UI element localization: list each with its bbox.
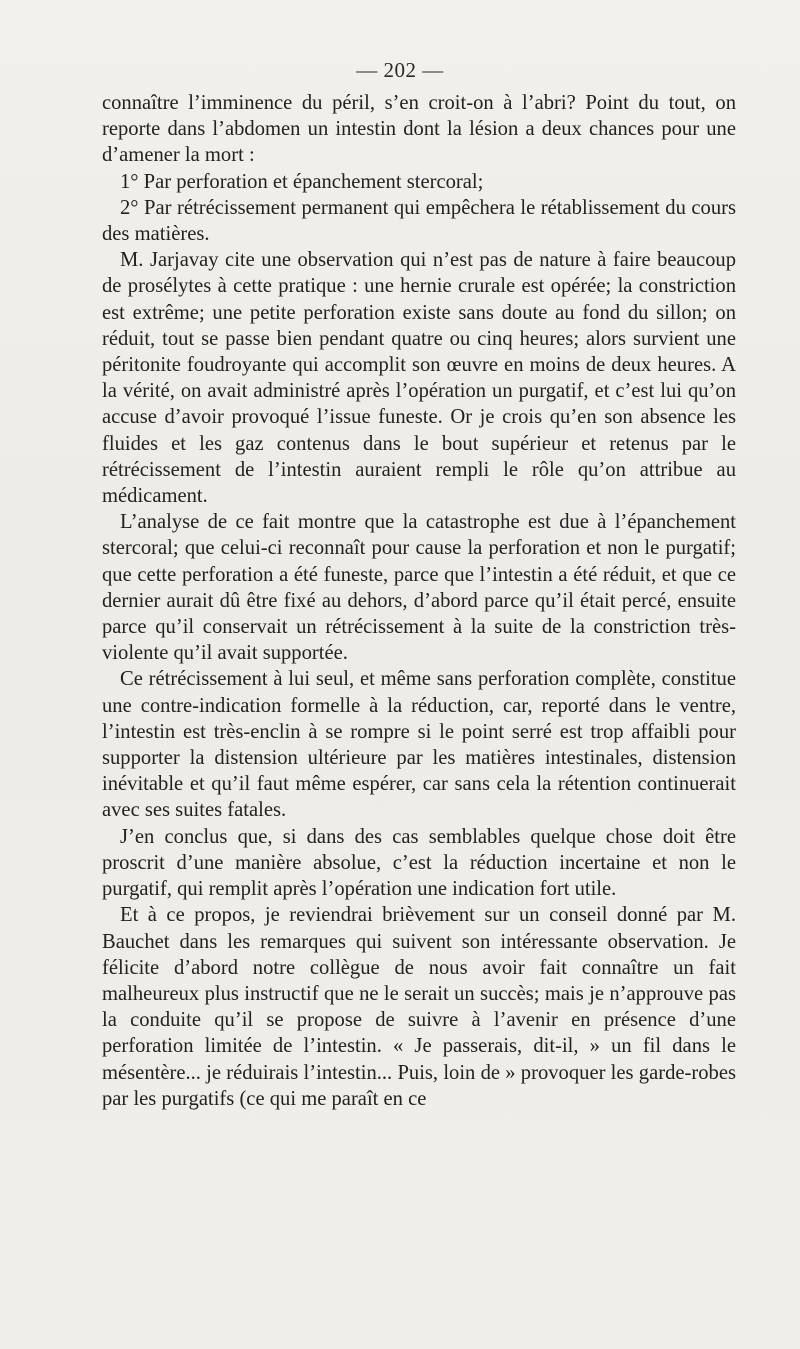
body-text bbox=[102, 90, 736, 1112]
paragraph-conclusion: J’en conclus que, si dans des cas semblables quelque chose doit être proscrit d’une manière absolue, c’est la réduction incertaine et non le purgatif, qui remplit après l’opération une indication fort utile. bbox=[102, 825, 736, 901]
paragraph-bauchet: Et à ce propos, je reviendrai brièvement sur un conseil donné par M. Bauchet dans les remarques qui suivent son intéressante observation. Je félicite d’abord notre collègue de nous avoir fait connaître un fait malheureux plus instructif que ne le serait un succès; mais je n’approuve pas la conduite qu’il se propose de suivre à l’avenir en présence d’une perforation limitée de l’intestin. « Je passerais, dit-il, » un fil dans le mésentère... je réduirais l’intestin... Puis, loin de » provoquer les garde-robes par les purgatifs (ce qui me paraît en ce bbox=[102, 904, 736, 1110]
page-number: — 202 — bbox=[356, 58, 444, 82]
paragraph-retrecissement: Ce rétrécissement à lui seul, et même sans perforation complète, constitue une contre-indication formelle à la réduction, car, reporté dans le ventre, l’intestin est très-enclin à se rompre si le point serré est trop affaibli pour supporter la distension ultérieure par les matières intestinales, distension inévitable et qu’il faut même espérer, car sans cela la rétention continuerait avec ses suites fatales. bbox=[102, 668, 736, 822]
paragraph-continuation: connaître l’imminence du péril, s’en croit-on à l’abri? Point du tout, on reporte dans l’abdomen un intestin dont la lésion a deux chances pour une d’amener la mort : bbox=[102, 92, 736, 167]
paragraph-jarjavay: M. Jarjavay cite une observation qui n’est pas de nature à faire beaucoup de prosélytes à cette pratique : une hernie crurale est opérée; la constriction est extrême; une petite perforation existe sans doute au fond du sillon; on réduit, tout se passe bien pendant quatre ou cinq heures; alors survient une péritonite foudroyante qui accomplit son œuvre en moins de deux heures. A la vérité, on avait administré après l’opération un purgatif, et c’est lui qu’on accuse d’avoir provoqué l’issue funeste. Or je crois qu’en son absence les fluides et les gaz contenus dans le bout supérieur et retenus par le rétrécissement de l’intestin auraient rempli le rôle qu’on attribue au médicament. bbox=[102, 249, 736, 508]
paragraph-item-2: 2° Par rétrécissement permanent qui empêchera le rétablissement du cours des matières. bbox=[102, 196, 736, 246]
paragraph-analyse: L’analyse de ce fait montre que la catastrophe est due à l’épanchement stercoral; que celui-ci reconnaît pour cause la perforation et non le purgatif; que cette perforation a été funeste, parce que l’intestin a été réduit, et que ce dernier aurait dû être fixé au dehors, d’abord parce qu’il était percé, ensuite parce qu’il conservait un rétrécissement à la suite de la constriction très-violente qu’il avait supportée. bbox=[102, 511, 736, 665]
paragraph-item-1: 1° Par perforation et épanchement stercoral; bbox=[120, 170, 484, 193]
